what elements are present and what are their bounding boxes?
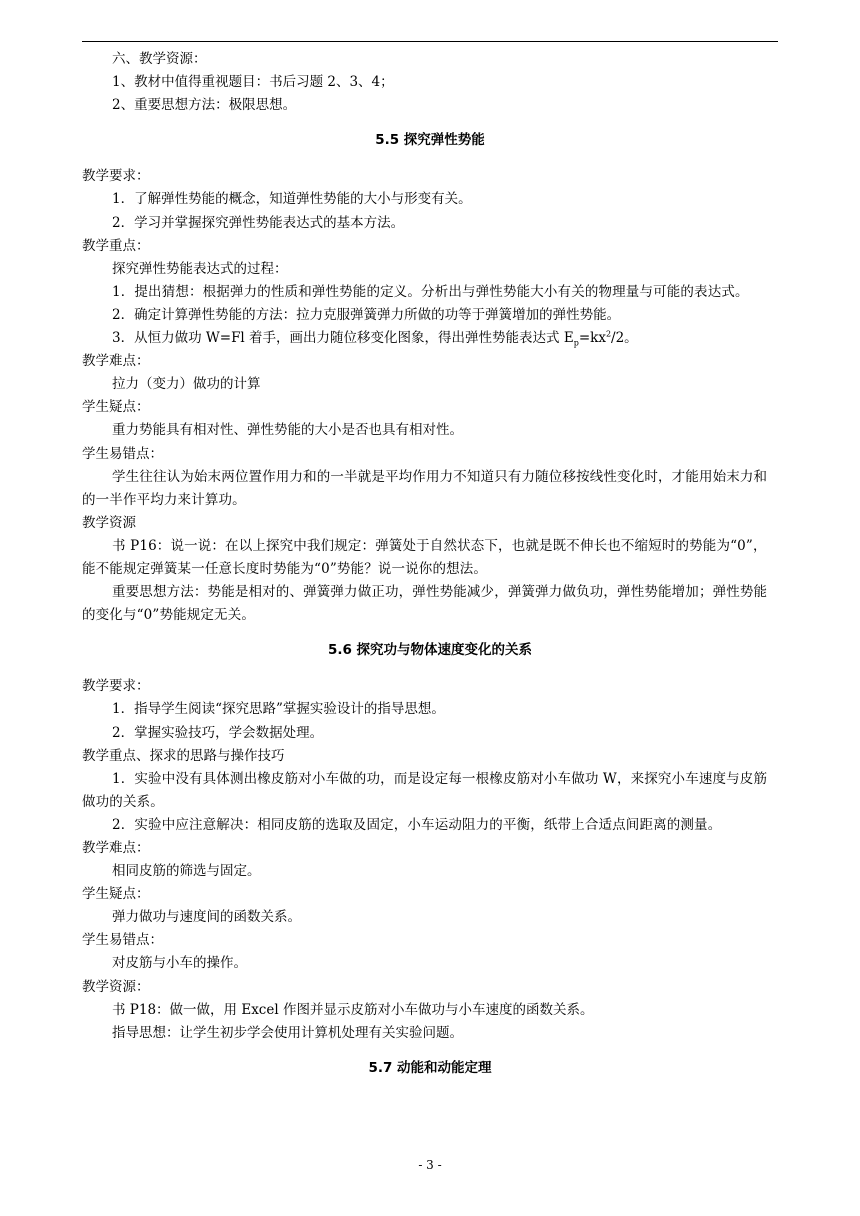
s55-difficulty-label: 教学难点： [82,353,150,370]
s56-requirement-1: 1．指导学生阅读“探究思路”掌握实验设计的指导思想。 [112,701,445,718]
s55-key-point-1: 1．提出猜想：根据弹力的性质和弹性势能的定义。分析出与弹性势能大小有关的物理量与可能的表达式。 [112,283,749,300]
s55-error-label: 学生易错点： [82,445,163,462]
s56-error-label: 学生易错点： [82,932,163,949]
s55-doubt-label: 学生疑点： [82,399,150,416]
s55-resource-2: 重要思想方法：势能是相对的、弹簧弹力做正功，弹性势能减少，弹簧弹力做负功，弹性势能增加；弹性势能的变化与“0”势能规定无关。 [82,584,768,624]
s56-key-point-1: 1．实验中没有具体测出橡皮筋对小车做的功，而是设定每一根橡皮筋对小车做功 W，来探究小车速度与皮筋做功的关系。 [82,770,768,810]
s55-difficulty-1: 拉力（变力）做功的计算 [112,376,261,393]
section-5-5-title: 5.5 探究弹性势能 [375,132,485,149]
s55-key-intro: 探究弹性势能表达式的过程： [112,260,288,277]
section-5-7-title: 5.7 动能和动能定理 [368,1059,492,1076]
s55-key3-end: /2。 [611,330,638,347]
s55-key-points-label: 教学重点： [82,237,150,254]
s56-difficulty-label: 教学难点： [82,840,150,856]
section-5-6-title: 5.6 探究功与物体速度变化的关系 [327,642,533,659]
resources-item-1: 1、教材中值得重视题目：书后习题 2、3、4； [112,74,394,91]
s55-key3-superscript: 2 [605,329,612,339]
s55-key3-formula: =kx [578,330,606,347]
s56-resources-label: 教学资源： [82,978,150,995]
s56-key-point-2: 2．实验中应注意解决：相同皮筋的选取及固定，小车运动阻力的平衡，纸带上合适点间距离的测量。 [112,816,722,833]
s55-error-1: 学生往往认为始末两位置作用力和的一半就是平均作用力不知道只有力随位移按线性变化时，才能用始末力和的一半作平均力来计算功。 [82,468,768,508]
s56-error-1: 对皮筋与小车的操作。 [112,955,247,972]
s56-resource-2: 指导思想：让学生初步学会使用计算机处理有关实验问题。 [112,1024,463,1041]
s55-resources-label: 教学资源 [82,514,136,531]
s55-doubt-1: 重力势能具有相对性、弹性势能的大小是否也具有相对性。 [112,422,463,439]
s55-resource-1: 书 P16：说一说：在以上探究中我们规定：弹簧处于自然状态下，也就是既不伸长也不缩短时的势能为“0”，能不能规定弹簧某一任意长度时势能为“0”势能？说一说你的想法。 [82,537,767,577]
s56-doubt-1: 弹力做功与速度间的函数关系。 [112,909,301,926]
s56-requirement-2: 2．掌握实验技巧，学会数据处理。 [112,724,324,741]
s56-requirements-label: 教学要求： [82,678,150,695]
resources-heading: 六、教学资源： [112,51,207,67]
s55-key3-text: 3．从恒力做功 W=Fl 着手，画出力随位移变化图象，得出弹性势能表达式 E [112,330,574,347]
s55-key-point-3 [82,327,778,350]
s55-requirement-2: 2．学习并掌握探究弹性势能表达式的基本方法。 [112,214,405,231]
s56-resource-1: 书 P18：做一做，用 Excel 作图并显示皮筋对小车做功与小车速度的函数关系。 [112,1001,594,1018]
header-rule [82,41,778,42]
s55-key-point-2: 2．确定计算弹性势能的方法：拉力克服弹簧弹力所做的功等于弹簧增加的弹性势能。 [112,306,621,323]
s55-requirements-label: 教学要求： [82,168,150,185]
s55-requirement-1: 1．了解弹性势能的概念，知道弹性势能的大小与形变有关。 [112,191,472,208]
s56-key-points-label: 教学重点、探求的思路与操作技巧 [82,747,285,764]
page-body [82,48,778,1080]
resources-item-2: 2、重要思想方法：极限思想。 [112,97,297,114]
s56-difficulty-1: 相同皮筋的筛选与固定。 [112,863,261,880]
s55-key3-subscript: p [573,338,579,348]
page-number: - 3 - [418,1158,442,1172]
s56-doubt-label: 学生疑点： [82,886,150,903]
